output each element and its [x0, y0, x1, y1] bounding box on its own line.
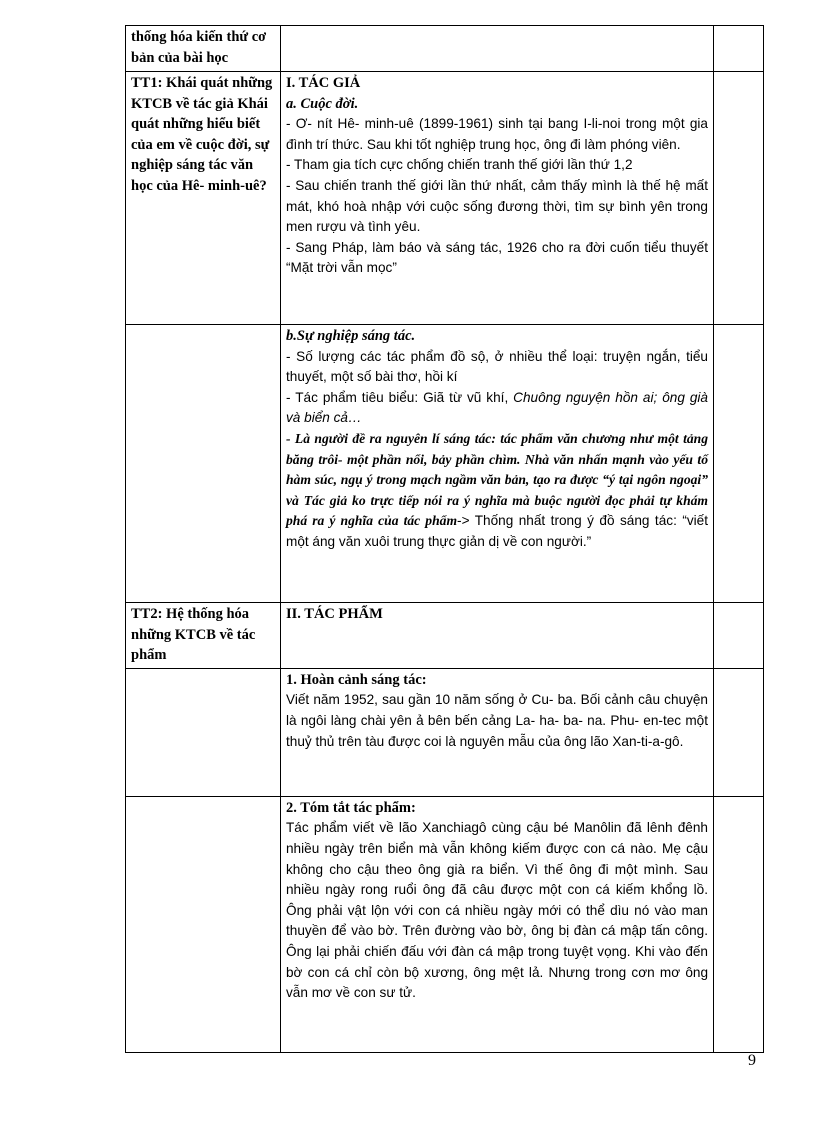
table-row: [126, 72, 764, 325]
notes-cell: [714, 26, 764, 72]
work-heading-cell: [281, 603, 714, 669]
work-heading: II. TÁC PHẨM: [286, 606, 383, 622]
summary-heading: 2. Tóm tắt tác phẩm:: [286, 799, 416, 816]
activity-cell: [126, 796, 281, 1052]
activity-cell-tt1: TT1: Khái quát những KTCB về tác giả Khái quát những hiểu biết của em về cuộc đời, sự nghiệp sáng tác văn học của Hê- minh-uê?: [126, 72, 281, 325]
work-summary-cell: [281, 796, 714, 1052]
lesson-plan-table: [125, 25, 764, 1053]
table-row: [126, 668, 764, 796]
activity-cell: [126, 325, 281, 603]
career-item: [286, 429, 708, 553]
work-context-cell: [281, 668, 714, 796]
table-row: [126, 325, 764, 603]
context-heading: 1. Hoàn cảnh sáng tác:: [286, 671, 427, 688]
career-item-italic: Chuông nguyện hồn ai; ông già và biển cả…: [286, 389, 708, 426]
table-row: [126, 603, 764, 669]
table-row: [126, 796, 764, 1052]
activity-cell-tt2: TT2: Hệ thống hóa những KTCB về tác phẩm: [126, 603, 281, 669]
notes-cell: [714, 325, 764, 603]
life-heading: a. Cuộc đời.: [286, 95, 359, 112]
life-item: - Tham gia tích cực chống chiến tranh thế giới lần thứ 1,2: [286, 157, 633, 173]
summary-text: Tác phẩm viết về lão Xanchiagô cùng cậu bé Manôlin đã lênh đênh nhiều ngày trên biển mà vẫn không kiếm được con cá nào. Mẹ cậu không cho cậu theo ông già ra biển. Vì thế ông đi một mình. Sau nhiều ngày rong ruổi ông đã câu được một con cá kiếm khổng lồ. Ông phải vật lộn với con cá nhiều ngày mới có thể dìu nó vào man thuyền để vào bờ. Trên đường vào bờ, ông bị đàn cá mập tấn công. Ông lại phải chiến đấu với đàn cá mập trong tuyệt vọng. Khi vào đến bờ con cá chỉ còn bộ xương, ông mệt lả. Nhưng trong cơn mơ ông vẫn mơ về con sư tử.: [286, 820, 708, 1001]
author-career-cell: [281, 325, 714, 603]
notes-cell: [714, 668, 764, 796]
context-text: Viết năm 1952, sau gần 10 năm sống ở Cu- ba. Bối cảnh câu chuyện là ngôi làng chài yên ả bên bến cảng La- ha- ba- na. Phu- en-tec một thuỷ thủ trên tàu được coi là nguyên mẫu của ông lão Xan-ti-a-gô.: [286, 692, 708, 749]
career-item: [286, 388, 708, 429]
notes-cell: [714, 603, 764, 669]
table-row: [126, 26, 764, 72]
notes-cell: [714, 796, 764, 1052]
career-item-text: - Tác phẩm tiêu biểu: Giã từ vũ khí,: [286, 389, 514, 405]
life-item: - Sau chiến tranh thế giới lần thứ nhất, cảm thấy mình là thế hệ mất mát, khó hoà nhập với cuộc sống đương thời, tìm sự bình yên trong men rượu và tình yêu.: [286, 177, 708, 235]
career-principle-rest: -> Thống nhất trong ý đồ sáng tác: “viết một áng văn xuôi trung thực giản dị về con người.”: [286, 513, 708, 549]
career-principle: - Là người đề ra nguyên lí sáng tác: tác phẩm văn chương như một tảng băng trôi- một phần nổi, bảy phần chìm. Nhà văn nhấn mạnh vào yếu tố hàm súc, ngụ ý trong mạch ngầm văn bản, tạo ra được “ý tại ngôn ngoại” và Tác giả ko trực tiếp nói ra ý nghĩa mà buộc người đọc phải tự khám phá ra ý nghĩa của tác phẩm: [286, 430, 708, 529]
notes-cell: [714, 72, 764, 325]
activity-cell: thống hóa kiến thứ cơ bản của bài học: [126, 26, 281, 72]
career-heading: b.Sự nghiệp sáng tác.: [286, 328, 416, 344]
career-item: - Số lượng các tác phẩm đồ sộ, ở nhiều thể loại: truyện ngắn, tiểu thuyết, một số bài thơ, hồi kí: [286, 348, 708, 385]
life-item: - Ơ- nít Hê- minh-uê (1899-1961) sinh tại bang I-li-noi trong một gia đình trí thức. Sau khi tốt nghiệp trung học, ông đi làm phóng viên.: [286, 116, 708, 152]
activity-cell: [126, 668, 281, 796]
author-life-cell: [281, 72, 714, 325]
author-heading: I. TÁC GIẢ: [286, 75, 361, 91]
content-cell: [281, 26, 714, 72]
page-number: 9: [748, 1052, 756, 1069]
life-item: - Sang Pháp, làm báo và sáng tác, 1926 cho ra đời cuốn tiểu thuyết “Mặt trời vẫn mọc”: [286, 239, 708, 276]
